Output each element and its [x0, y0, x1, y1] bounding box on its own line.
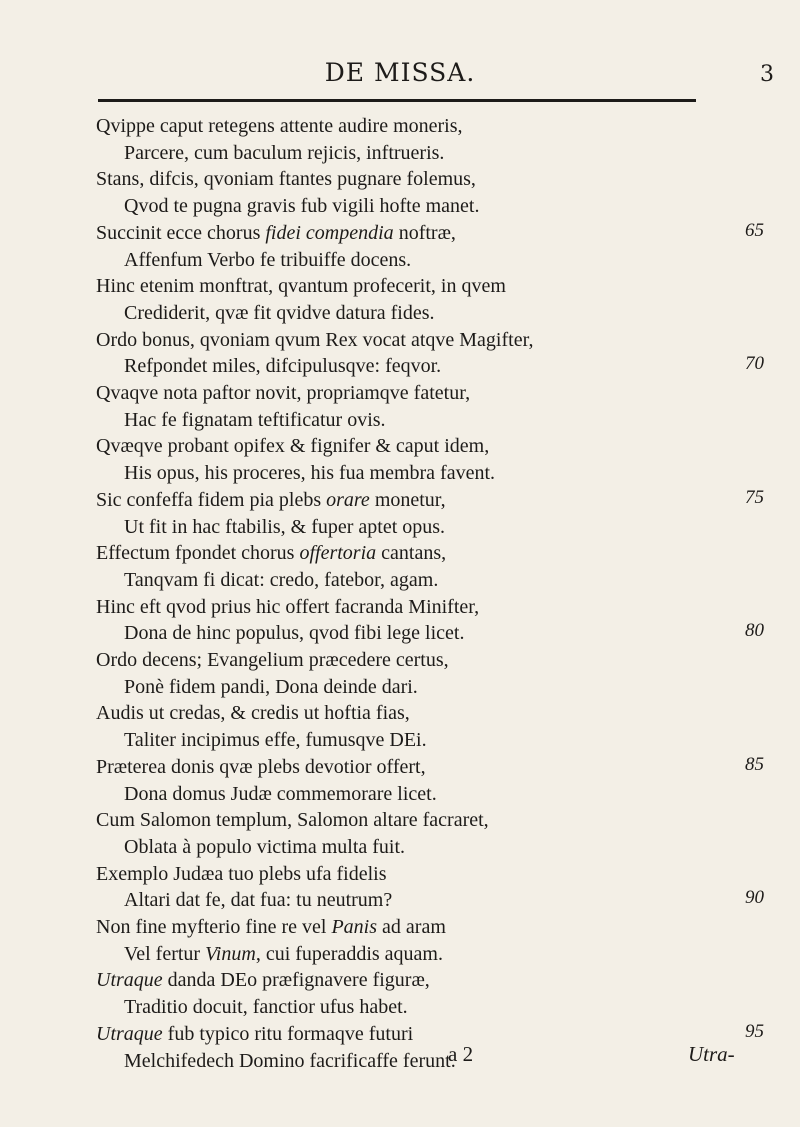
verse-text: Cum Salomon templum, Salomon altare facraret,	[96, 809, 489, 832]
verse-text: Oblata à populo victima multa fuit.	[124, 835, 406, 858]
verse-text: cantans,	[376, 542, 447, 565]
verse-text: Refpondet miles, difcipulusqve: feqvor.	[124, 355, 442, 378]
verse-line	[96, 752, 426, 782]
italic-term: orare	[326, 488, 370, 511]
verse-text: His opus, his proceres, his fua membra favent.	[124, 462, 496, 485]
signature-mark: a 2	[448, 1042, 474, 1066]
verse-line	[96, 859, 387, 889]
running-title: DE MISSA.	[324, 58, 476, 87]
verse-line	[124, 939, 443, 969]
verse-line	[124, 512, 445, 542]
verse-text: Dona de hinc populus, qvod fibi lege licet.	[124, 622, 465, 645]
italic-term: Utraque	[96, 969, 163, 992]
verse-text: monetur,	[369, 488, 446, 511]
verse-text: Hac fe fignatam teftificatur ovis.	[124, 408, 386, 431]
verse-line	[124, 245, 411, 275]
verse-line	[124, 885, 392, 915]
verse-text: Hinc eft qvod prius hic offert facranda Minifter,	[96, 595, 480, 618]
verse-line	[124, 1046, 456, 1076]
verse-line	[124, 138, 444, 168]
verse-line	[96, 164, 476, 194]
verse-line	[124, 672, 418, 702]
italic-term: Utraque	[96, 1022, 163, 1045]
line-number: 90	[745, 887, 764, 909]
verse-text: Ordo bonus, qvoniam qvum Rex vocat atqve Magifter,	[96, 328, 534, 351]
verse-line	[96, 698, 410, 728]
verse-text: Ponè fidem pandi, Dona deinde dari.	[124, 675, 418, 698]
verse-text: fub typico ritu formaqve futuri	[162, 1022, 414, 1045]
verse-text: Non fine myfterio fine re vel	[96, 916, 332, 938]
verse-line	[124, 992, 408, 1022]
verse-text: Hinc etenim monftrat, qvantum profecerit, in qvem	[96, 275, 506, 298]
verse-text: Audis ut credas, & credis ut hoftia fias,	[96, 702, 410, 725]
verse-text: Tanqvam fi dicat: credo, fatebor, agam.	[124, 568, 439, 591]
verse-text: Parcere, cum baculum rejicis, inftrueris.	[124, 141, 445, 164]
verse-line	[96, 965, 430, 995]
verse-line	[96, 592, 479, 622]
verse-text: Præterea donis qvæ plebs devotior offert,	[96, 755, 426, 778]
page-number: 3	[760, 62, 774, 87]
line-number: 95	[745, 1020, 764, 1042]
verse-line	[124, 405, 386, 435]
verse-line	[124, 298, 434, 328]
verse-line	[124, 458, 495, 488]
verse-line	[124, 618, 464, 648]
verse-text: Succinit ecce chorus	[96, 221, 266, 244]
verse-line	[96, 912, 446, 942]
italic-term: offertoria	[299, 542, 377, 565]
italic-term: fidei compendia	[265, 221, 394, 244]
verse-line	[96, 431, 489, 461]
verse-line	[124, 725, 427, 755]
verse-line	[96, 485, 446, 515]
header-rule	[98, 99, 696, 102]
verse-text: Exemplo Judæa tuo plebs ufa fidelis	[96, 862, 387, 885]
verse-line	[96, 1019, 413, 1049]
verse-text: Crediderit, qvæ fit qvidve datura fides.	[124, 301, 435, 324]
verse-text: Stans, difcis, qvoniam ftantes pugnare folemus,	[96, 168, 476, 191]
verse-text: Ut fit in hac ftabilis, & fuper aptet opus.	[124, 515, 446, 538]
verse-line	[96, 271, 506, 301]
verse-line	[96, 325, 533, 355]
verse-text: , cui fuperaddis aquam.	[255, 942, 443, 965]
verse-line	[124, 351, 441, 381]
verse-line	[124, 191, 479, 221]
verse-line	[124, 832, 405, 862]
verse-text: Vel fertur	[124, 942, 206, 965]
verse-line	[96, 538, 446, 568]
verse-line	[96, 645, 449, 675]
verse-text: Qvod te pugna gravis fub vigili hofte manet.	[124, 195, 480, 218]
verse-line	[96, 111, 463, 141]
verse-line	[124, 565, 438, 595]
verse-text: Qvippe caput retegens attente audire moneris,	[96, 115, 463, 137]
italic-term: Panis	[331, 916, 378, 938]
line-number: 65	[745, 219, 764, 241]
verse-line	[96, 805, 489, 835]
line-number: 75	[745, 486, 764, 508]
verse-line	[96, 218, 456, 248]
verse-line	[96, 378, 470, 408]
verse-text: Qvaqve nota paftor novit, propriamqve fatetur,	[96, 382, 471, 404]
line-number: 80	[745, 620, 764, 642]
verse-text: Ordo decens; Evangelium præcedere certus,	[96, 649, 449, 671]
verse-text: Qvæqve probant opifex & fignifer & caput idem,	[96, 435, 490, 458]
verse-text: Sic confeffa fidem pia plebs	[96, 488, 327, 511]
catchword: Utra-	[688, 1042, 735, 1066]
verse-text: danda DEo præfignavere figuræ,	[162, 969, 430, 992]
verse-text: ad aram	[377, 916, 446, 938]
verse-text: Effectum fpondet chorus	[96, 542, 300, 565]
verse-text: Altari dat fe, dat fua: tu neutrum?	[124, 889, 393, 912]
verse-text: Dona domus Judæ commemorare licet.	[124, 782, 437, 805]
verse-line	[124, 779, 437, 809]
verse-text: Melchifedech Domino facrificaffe ferunt.	[124, 1049, 456, 1072]
verse-text: noftræ,	[393, 221, 456, 244]
verse-text: Taliter incipimus effe, fumusqve DEi.	[124, 729, 427, 752]
line-number: 70	[745, 353, 764, 375]
verse-text: Traditio docuit, fanctior ufus habet.	[124, 996, 408, 1019]
verse-text: Affenfum Verbo fe tribuiffe docens.	[124, 248, 412, 271]
italic-term: Vinum	[205, 942, 256, 965]
line-number: 85	[745, 753, 764, 775]
